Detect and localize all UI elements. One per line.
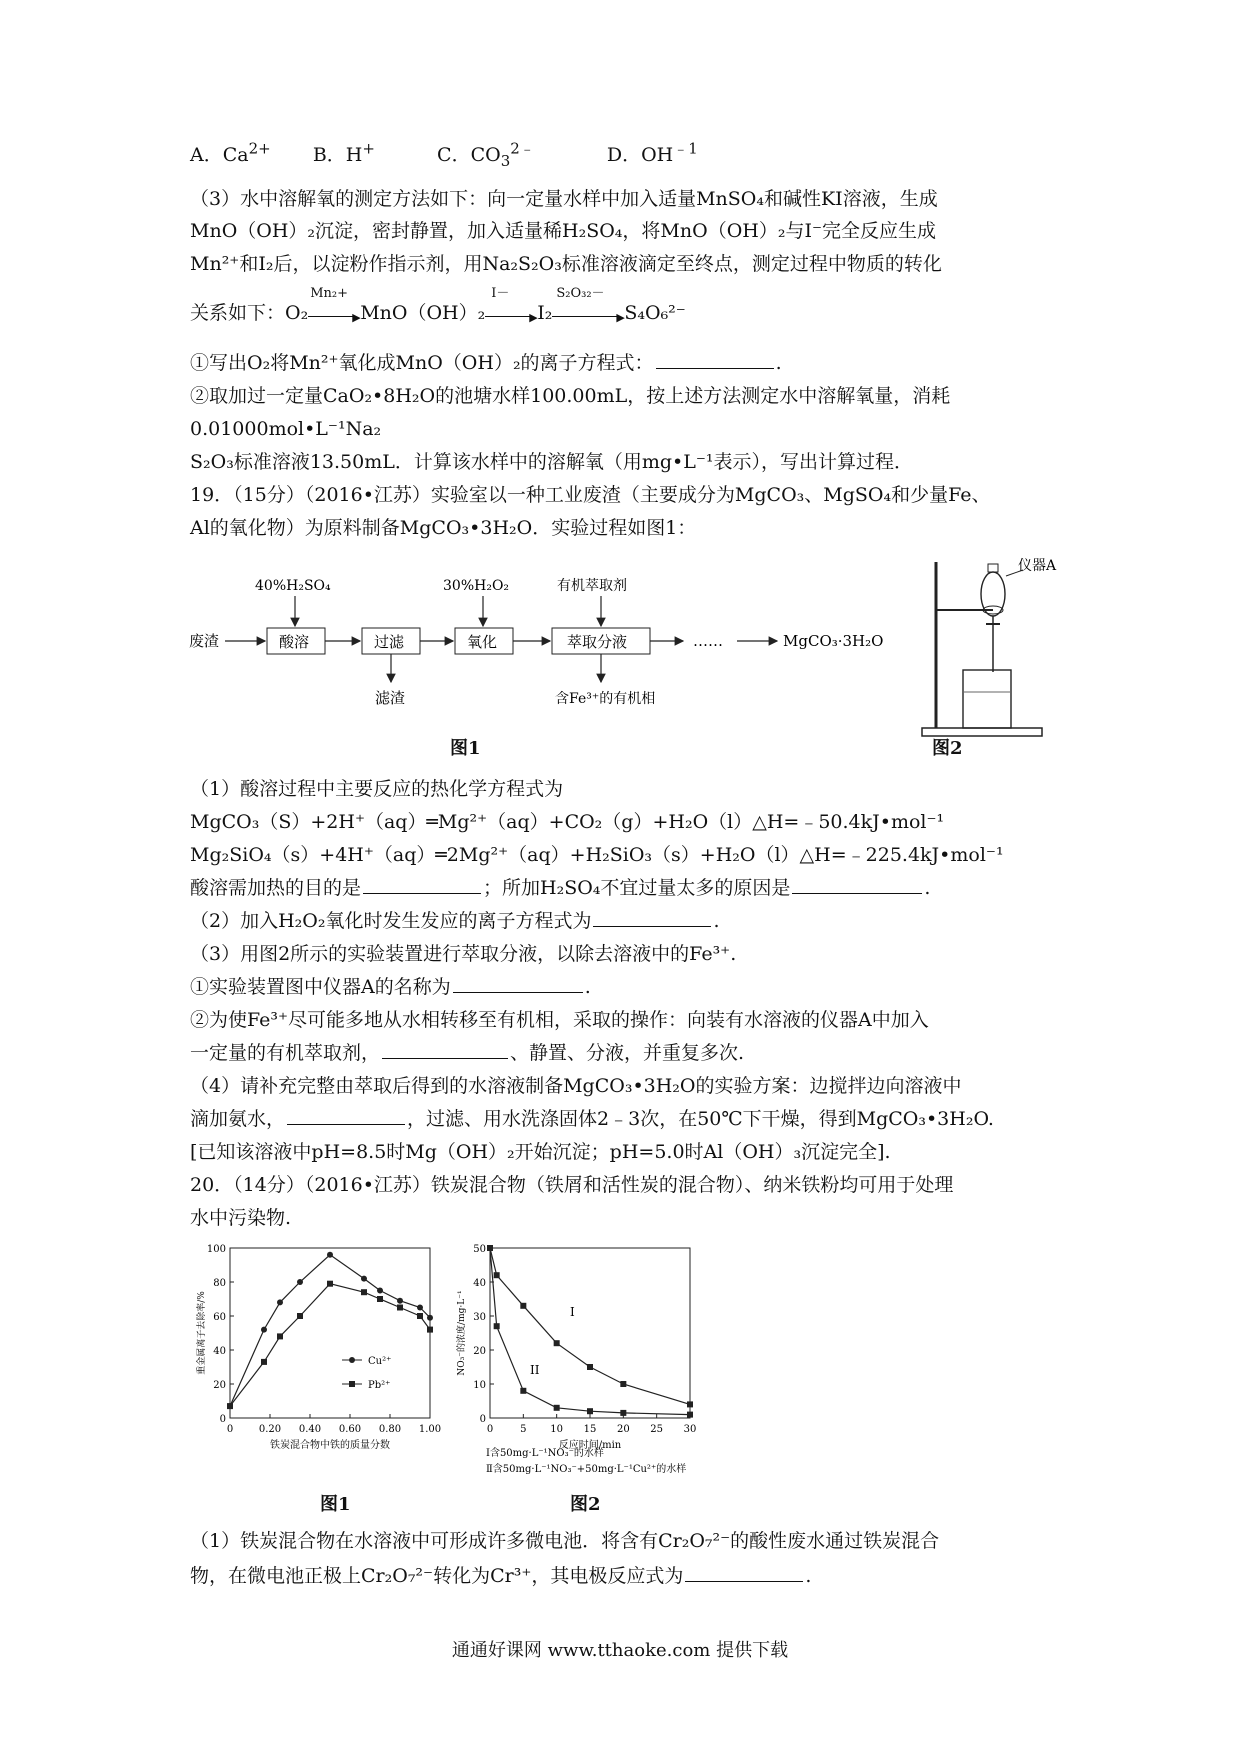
chart-note: Ⅱ含50mg·L⁻¹NO₃⁻+50mg·L⁻¹Cu²⁺的水样 — [486, 1464, 687, 1475]
y-tick-label: 10 — [473, 1380, 486, 1391]
option-b: B．H+ — [312, 140, 375, 167]
q19-p4-line2: 滴加氨水， ，过滤、用水洗涤固体2﹣3次，在50℃下干燥，得到MgCO₃•3H₂O. — [190, 1108, 994, 1130]
flow-dots: …… — [693, 632, 723, 650]
flow-step4: 萃取分液 — [567, 633, 628, 651]
x-tick-label: 5 — [520, 1424, 527, 1435]
legend-label: Cu²⁺ — [368, 1356, 392, 1367]
legend-marker — [349, 1357, 355, 1363]
q19-eq1: MgCO₃（S）+2H⁺（aq）═Mg²⁺（aq）+CO₂（g）+H₂O（l）△H=﹣50.4kJ•mol⁻¹ — [190, 811, 945, 833]
data-point — [520, 1388, 526, 1394]
data-point — [277, 1333, 283, 1339]
data-point — [261, 1327, 267, 1333]
data-point — [554, 1405, 560, 1411]
data-point — [587, 1408, 593, 1414]
data-point — [227, 1403, 233, 1409]
x-tick-label: 25 — [650, 1424, 664, 1435]
flow-reagent2: 30%H₂O₂ — [443, 578, 510, 594]
y-tick-label: 30 — [473, 1312, 486, 1323]
data-point — [297, 1313, 303, 1319]
q18-sub2-line2: 0.01000mol•L⁻¹Na₂ — [190, 418, 382, 440]
x-axis-label: 反应时间/min — [558, 1440, 622, 1451]
plot-frame — [490, 1248, 690, 1418]
q18-options — [190, 140, 698, 171]
q19-p4-line3: [已知该溶液中pH=8.5时Mg（OH）₂开始沉淀；pH=5.0时Al（OH）₃沉淀完全]. — [190, 1141, 891, 1163]
flow-residue: 滤渣 — [375, 689, 406, 707]
data-point — [327, 1252, 333, 1258]
y-tick-label: 80 — [213, 1278, 226, 1289]
data-point — [494, 1323, 500, 1329]
y-tick-label: 50 — [473, 1244, 486, 1255]
arrow-i: I－ ▶ — [485, 304, 537, 324]
apparatus-label: 仪器A — [1018, 558, 1057, 574]
q18-sub1: ①写出O₂将Mn²⁺氧化成MnO（OH）₂的离子方程式： . — [190, 352, 782, 374]
series-line-2 — [490, 1248, 690, 1415]
data-point — [494, 1272, 500, 1278]
q19-p3-2-line1: ②为使Fe³⁺尽可能多地从水相转移至有机相，采取的操作：向装有水溶液的仪器A中加入 — [190, 1009, 929, 1031]
data-point — [520, 1303, 526, 1309]
chart-note: Ⅰ含50mg·L⁻¹NO₃⁻的水样 — [486, 1448, 604, 1459]
y-tick-label: 40 — [213, 1346, 226, 1357]
data-point — [620, 1381, 626, 1387]
y-tick-label: 0 — [479, 1414, 486, 1425]
data-point — [687, 1401, 693, 1407]
data-point — [397, 1305, 403, 1311]
beaker — [963, 670, 1011, 728]
x-tick-label: 0 — [486, 1424, 494, 1435]
series-label-II: II — [530, 1362, 540, 1377]
option-c: C．$CO_3^{2﹣}$ — [437, 140, 535, 171]
x-tick-label: 15 — [583, 1424, 597, 1435]
footer: 通通好课网 www.tthaoke.com 提供下载 — [451, 1640, 789, 1661]
x-tick-label: 10 — [550, 1424, 564, 1435]
q19-p1-question: 酸溶需加热的目的是 ；所加H₂SO₄不宜过量太多的原因是 . — [190, 877, 931, 899]
x-tick-label: 20 — [616, 1424, 630, 1435]
x-tick-label: 0.20 — [258, 1424, 282, 1435]
data-point — [487, 1245, 493, 1251]
data-point — [554, 1340, 560, 1346]
q19-flow-diagram — [185, 570, 905, 720]
data-point — [587, 1364, 593, 1370]
data-point — [277, 1299, 283, 1305]
y-tick-label: 60 — [213, 1312, 226, 1323]
series-line-1 — [230, 1255, 430, 1406]
data-point — [417, 1313, 423, 1319]
q18-p3-line3: Mn²⁺和I₂后，以淀粉作指示剂，用Na₂S₂O₃标准溶液滴定至终点，测定过程中物质的转化 — [190, 253, 942, 275]
series-line-1 — [490, 1248, 690, 1404]
x-tick-label: 0 — [226, 1424, 234, 1435]
data-point — [361, 1289, 367, 1295]
x-tick-label: 0.60 — [338, 1424, 362, 1435]
q18-sub2-line1: ②取加过一定量CaO₂•8H₂O的池塘水样100.00mL，按上述方法测定水中溶解氧量，消耗 — [190, 385, 951, 407]
q18-p3-line1: （3）水中溶解氧的测定方法如下：向一定量水样中加入适量MnSO₄和碱性KI溶液，生成 — [190, 188, 938, 210]
q19-p2: （2）加入H₂O₂氧化时发生发应的离子方程式为 . — [190, 910, 720, 932]
q19-apparatus — [918, 552, 1057, 742]
q19-p3: （3）用图2所示的实验装置进行萃取分液，以除去溶液中的Fe³⁺. — [190, 943, 737, 965]
q20-intro-line2: 水中污染物. — [190, 1207, 292, 1229]
y-tick-label: 0 — [219, 1414, 226, 1425]
q20-p1-line2: 物，在微电池正极上Cr₂O₇²⁻转化为Cr³⁺，其电极反应式为 . — [190, 1565, 812, 1587]
q19-fig1-caption: 图1 — [450, 738, 481, 759]
y-tick-label: 20 — [213, 1380, 226, 1391]
plot-frame — [230, 1248, 430, 1418]
data-point — [261, 1359, 267, 1365]
option-a: A．$Ca^{2+}$ — [190, 140, 271, 167]
data-point — [361, 1276, 367, 1282]
data-point — [297, 1279, 303, 1285]
data-point — [427, 1327, 433, 1333]
q19-eq2: Mg₂SiO₄（s）+4H⁺（aq）═2Mg²⁺（aq）+H₂SiO₃（s）+H₂O（l）△H=﹣225.4kJ•mol⁻¹ — [190, 844, 1004, 866]
x-tick-label: 0.40 — [298, 1424, 322, 1435]
x-tick-label: 30 — [683, 1424, 697, 1435]
data-point — [427, 1315, 433, 1321]
x-tick-label: 0.80 — [378, 1424, 402, 1435]
q20-fig2-caption: 图2 — [570, 1494, 601, 1515]
flow-input: 废渣 — [189, 632, 220, 650]
flow-reagent3: 有机萃取剂 — [557, 578, 627, 594]
q19-p4-line1: （4）请补充完整由萃取后得到的水溶液制备MgCO₃•3H₂O的实验方案：边搅拌边向溶液中 — [190, 1075, 962, 1097]
flow-step2: 过滤 — [374, 633, 405, 651]
q20-p1-line1: （1）铁炭混合物在水溶液中可形成许多微电池．将含有Cr₂O₇²⁻的酸性废水通过铁炭混合 — [190, 1530, 940, 1552]
q19-intro-line2: Al的氧化物）为原料制备MgCO₃•3H₂O．实验过程如图1： — [190, 517, 697, 539]
flow-reagent1: 40%H₂SO₄ — [255, 578, 331, 594]
flow-organic: 含Fe³⁺的有机相 — [555, 691, 656, 707]
q19-intro-line1: 19．（15分）（2016•江苏）实验室以一种工业废渣（主要成分为MgCO₃、MgSO₄和少量Fe、 — [190, 484, 991, 506]
option-d: D．$OH^{﹣1}$ — [606, 140, 698, 167]
legend-marker — [349, 1381, 355, 1387]
q20-intro-line1: 20．（14分）（2016•江苏）铁炭混合物（铁屑和活性炭的混合物）、纳米铁粉均可用于处理 — [190, 1174, 954, 1196]
q18-p3-line2: MnO（OH）₂沉淀，密封静置，加入适量稀H₂SO₄，将MnO（OH）₂与I⁻完全反应生成 — [190, 220, 936, 242]
q19-p3-1: ①实验装置图中仪器A的名称为 . — [190, 976, 591, 998]
x-axis-label: 铁炭混合物中铁的质量分数 — [270, 1440, 390, 1451]
y-tick-label: 20 — [473, 1346, 486, 1357]
q18-sub2-line3: S₂O₃标准溶液13.50mL．计算该水样中的溶解氧（用mg•L⁻¹表示），写出计算过程． — [190, 451, 914, 473]
data-point — [687, 1412, 693, 1418]
q19-fig2-caption: 图2 — [932, 738, 963, 759]
q20-fig1-caption: 图1 — [320, 1494, 351, 1515]
x-tick-label: 1.00 — [418, 1424, 442, 1435]
flow-product: MgCO₃·3H₂O — [783, 632, 884, 650]
data-point — [417, 1305, 423, 1311]
legend-label: Pb²⁺ — [368, 1380, 391, 1391]
q20-chart2 — [457, 1240, 730, 1480]
series-label-I: I — [570, 1305, 575, 1319]
data-point — [377, 1288, 383, 1294]
y-tick-label: 40 — [473, 1278, 486, 1289]
y-axis-label: NO₃⁻的浓度/mg·L⁻¹ — [457, 1290, 467, 1376]
flow-step1: 酸溶 — [279, 633, 310, 651]
q20-chart1 — [190, 1240, 460, 1470]
q19-p1: （1）酸溶过程中主要反应的热化学方程式为 — [190, 778, 564, 800]
data-point — [327, 1281, 333, 1287]
data-point — [397, 1298, 403, 1304]
arrow-mn: Mn₂+ ▶ — [310, 286, 361, 324]
arrow-s2o3: S₂O₃₂－ ▶ — [552, 304, 624, 324]
q19-p3-2-line2: 一定量的有机萃取剂， 、静置、分液，并重复多次. — [190, 1042, 745, 1064]
data-point — [377, 1296, 383, 1302]
flow-step3: 氧化 — [467, 633, 498, 651]
y-tick-label: 100 — [206, 1244, 226, 1255]
y-axis-label: 重金属离子去除率/% — [197, 1291, 207, 1375]
q18-relation: 关系如下：O₂ Mn₂+ ▶ MnO（OH）₂ I－ ▶ I₂ S₂O₃₂－ ▶ S₄O₆²⁻ — [190, 286, 686, 324]
data-point — [620, 1410, 626, 1416]
